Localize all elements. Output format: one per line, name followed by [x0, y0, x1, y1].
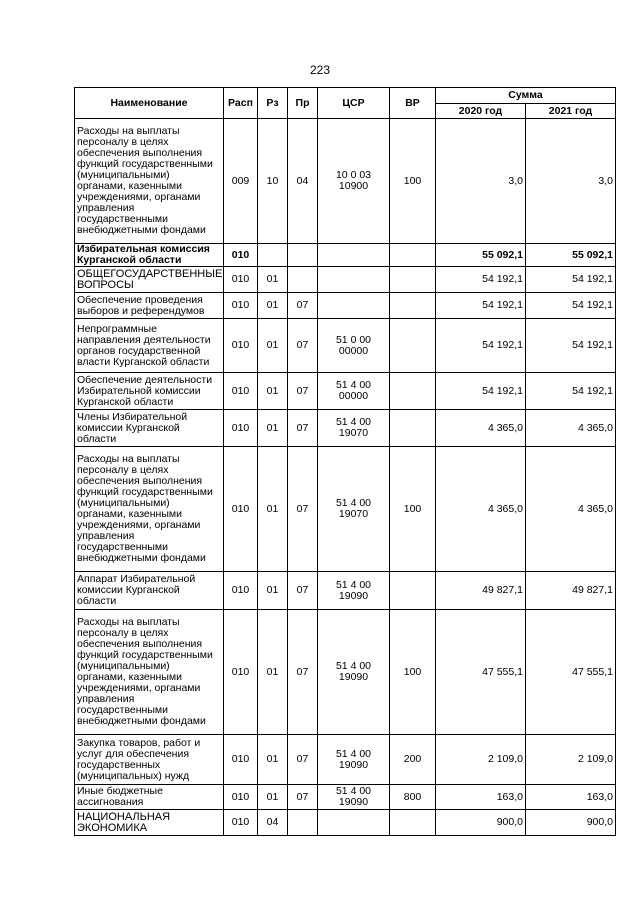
cell-rz: 01: [258, 373, 288, 410]
cell-2020: 163,0: [436, 785, 526, 810]
cell-rz: 01: [258, 293, 288, 319]
cell-rasp: 010: [224, 373, 258, 410]
header-rz: Рз: [258, 88, 288, 119]
cell-vr: [390, 267, 436, 293]
cell-rasp: 010: [224, 610, 258, 735]
cell-2020: 54 192,1: [436, 267, 526, 293]
cell-name: Расходы на выплаты персоналу в целях обеспечения выполнения функций государственными (муниципальными) органами, казенными учреждениями, органами управления государственными внебюджетными фондами: [75, 119, 224, 244]
cell-csr: 51 4 00 00000: [318, 373, 390, 410]
cell-pr: [288, 810, 318, 836]
cell-2020: 55 092,1: [436, 244, 526, 267]
cell-name: Избирательная комиссия Курганской области: [75, 244, 224, 267]
cell-vr: [390, 410, 436, 447]
cell-rz: 01: [258, 735, 288, 785]
cell-csr: 10 0 03 10900: [318, 119, 390, 244]
cell-vr: [390, 572, 436, 610]
cell-rz: 01: [258, 319, 288, 373]
cell-csr: 51 4 00 19070: [318, 447, 390, 572]
cell-vr: 100: [390, 447, 436, 572]
table-row: [75, 610, 616, 735]
cell-2021: 54 192,1: [526, 267, 616, 293]
cell-vr: 100: [390, 119, 436, 244]
cell-pr: 07: [288, 410, 318, 447]
cell-pr: 04: [288, 119, 318, 244]
cell-pr: [288, 267, 318, 293]
cell-vr: [390, 373, 436, 410]
header-year-2021: 2021 год: [526, 104, 616, 119]
cell-vr: [390, 319, 436, 373]
cell-rasp: 010: [224, 293, 258, 319]
cell-name: ОБЩЕГОСУДАРСТВЕННЫЕ ВОПРОСЫ: [75, 267, 224, 293]
cell-2021: 3,0: [526, 119, 616, 244]
table-row: [75, 447, 616, 572]
cell-2021: 4 365,0: [526, 447, 616, 572]
table-row: [75, 373, 616, 410]
table-row: [75, 785, 616, 810]
cell-name: Закупка товаров, работ и услуг для обеспечения государственных (муниципальных) нужд: [75, 735, 224, 785]
table-row: [75, 293, 616, 319]
header-pr: Пр: [288, 88, 318, 119]
cell-name: Иные бюджетные ассигнования: [75, 785, 224, 810]
table-row: [75, 810, 616, 836]
cell-pr: 07: [288, 373, 318, 410]
cell-rz: 01: [258, 267, 288, 293]
table-row: [75, 572, 616, 610]
cell-rasp: 010: [224, 810, 258, 836]
cell-pr: [288, 244, 318, 267]
cell-pr: 07: [288, 319, 318, 373]
header-sum: Сумма: [436, 88, 616, 104]
cell-rasp: 010: [224, 244, 258, 267]
header-csr: ЦСР: [318, 88, 390, 119]
cell-2021: 900,0: [526, 810, 616, 836]
cell-rz: 01: [258, 447, 288, 572]
cell-2021: 54 192,1: [526, 319, 616, 373]
cell-pr: 07: [288, 785, 318, 810]
cell-2020: 49 827,1: [436, 572, 526, 610]
cell-2020: 900,0: [436, 810, 526, 836]
cell-2020: 2 109,0: [436, 735, 526, 785]
cell-vr: 100: [390, 610, 436, 735]
cell-vr: [390, 293, 436, 319]
cell-2020: 4 365,0: [436, 410, 526, 447]
header-rasp: Расп: [224, 88, 258, 119]
cell-rz: 01: [258, 410, 288, 447]
cell-rasp: 010: [224, 410, 258, 447]
cell-rasp: 010: [224, 319, 258, 373]
cell-2021: 47 555,1: [526, 610, 616, 735]
cell-2021: 49 827,1: [526, 572, 616, 610]
cell-2021: 55 092,1: [526, 244, 616, 267]
cell-rz: 10: [258, 119, 288, 244]
cell-2021: 163,0: [526, 785, 616, 810]
cell-2021: 4 365,0: [526, 410, 616, 447]
cell-pr: 07: [288, 572, 318, 610]
cell-rasp: 010: [224, 785, 258, 810]
table-row: [75, 119, 616, 244]
cell-name: Аппарат Избирательной комиссии Курганской области: [75, 572, 224, 610]
cell-pr: 07: [288, 293, 318, 319]
cell-csr: [318, 267, 390, 293]
cell-rz: 01: [258, 610, 288, 735]
budget-table: [74, 87, 616, 836]
cell-name: Обеспечение проведения выборов и референдумов: [75, 293, 224, 319]
cell-name: Непрограммные направления деятельности органов государственной власти Курганской области: [75, 319, 224, 373]
cell-name: Обеспечение деятельности Избирательной комиссии Курганской области: [75, 373, 224, 410]
cell-csr: 51 4 00 19090: [318, 785, 390, 810]
cell-csr: [318, 293, 390, 319]
cell-2020: 54 192,1: [436, 373, 526, 410]
cell-2020: 54 192,1: [436, 293, 526, 319]
cell-2020: 54 192,1: [436, 319, 526, 373]
cell-vr: [390, 244, 436, 267]
cell-rasp: 010: [224, 267, 258, 293]
header-vr: ВР: [390, 88, 436, 119]
table-row: [75, 410, 616, 447]
cell-pr: 07: [288, 610, 318, 735]
page-number: 223: [309, 63, 331, 77]
cell-rasp: 009: [224, 119, 258, 244]
cell-rz: 01: [258, 785, 288, 810]
cell-name: Расходы на выплаты персоналу в целях обеспечения выполнения функций государственными (муниципальными) органами, казенными учреждениями, органами управления государственными внебюджетными фондами: [75, 610, 224, 735]
cell-csr: 51 0 00 00000: [318, 319, 390, 373]
cell-2020: 47 555,1: [436, 610, 526, 735]
cell-name: НАЦИОНАЛЬНАЯ ЭКОНОМИКА: [75, 810, 224, 836]
cell-csr: 51 4 00 19070: [318, 410, 390, 447]
cell-pr: 07: [288, 735, 318, 785]
cell-2021: 54 192,1: [526, 373, 616, 410]
cell-csr: [318, 244, 390, 267]
cell-rasp: 010: [224, 572, 258, 610]
cell-rz: 04: [258, 810, 288, 836]
cell-pr: 07: [288, 447, 318, 572]
cell-csr: [318, 810, 390, 836]
header-name: Наименование: [75, 88, 224, 119]
cell-vr: 800: [390, 785, 436, 810]
cell-csr: 51 4 00 19090: [318, 572, 390, 610]
header-year-2020: 2020 год: [436, 104, 526, 119]
cell-name: Расходы на выплаты персоналу в целях обеспечения выполнения функций государственными (муниципальными) органами, казенными учреждениями, органами управления государственными внебюджетными фондами: [75, 447, 224, 572]
table-row: [75, 319, 616, 373]
cell-2020: 4 365,0: [436, 447, 526, 572]
cell-rasp: 010: [224, 735, 258, 785]
cell-name: Члены Избирательной комиссии Курганской области: [75, 410, 224, 447]
cell-vr: [390, 810, 436, 836]
table-row: [75, 267, 616, 293]
cell-vr: 200: [390, 735, 436, 785]
cell-2021: 54 192,1: [526, 293, 616, 319]
cell-2020: 3,0: [436, 119, 526, 244]
cell-rz: 01: [258, 572, 288, 610]
cell-csr: 51 4 00 19090: [318, 735, 390, 785]
cell-csr: 51 4 00 19090: [318, 610, 390, 735]
table-row: [75, 244, 616, 267]
cell-2021: 2 109,0: [526, 735, 616, 785]
table-row: [75, 735, 616, 785]
cell-rasp: 010: [224, 447, 258, 572]
cell-rz: [258, 244, 288, 267]
